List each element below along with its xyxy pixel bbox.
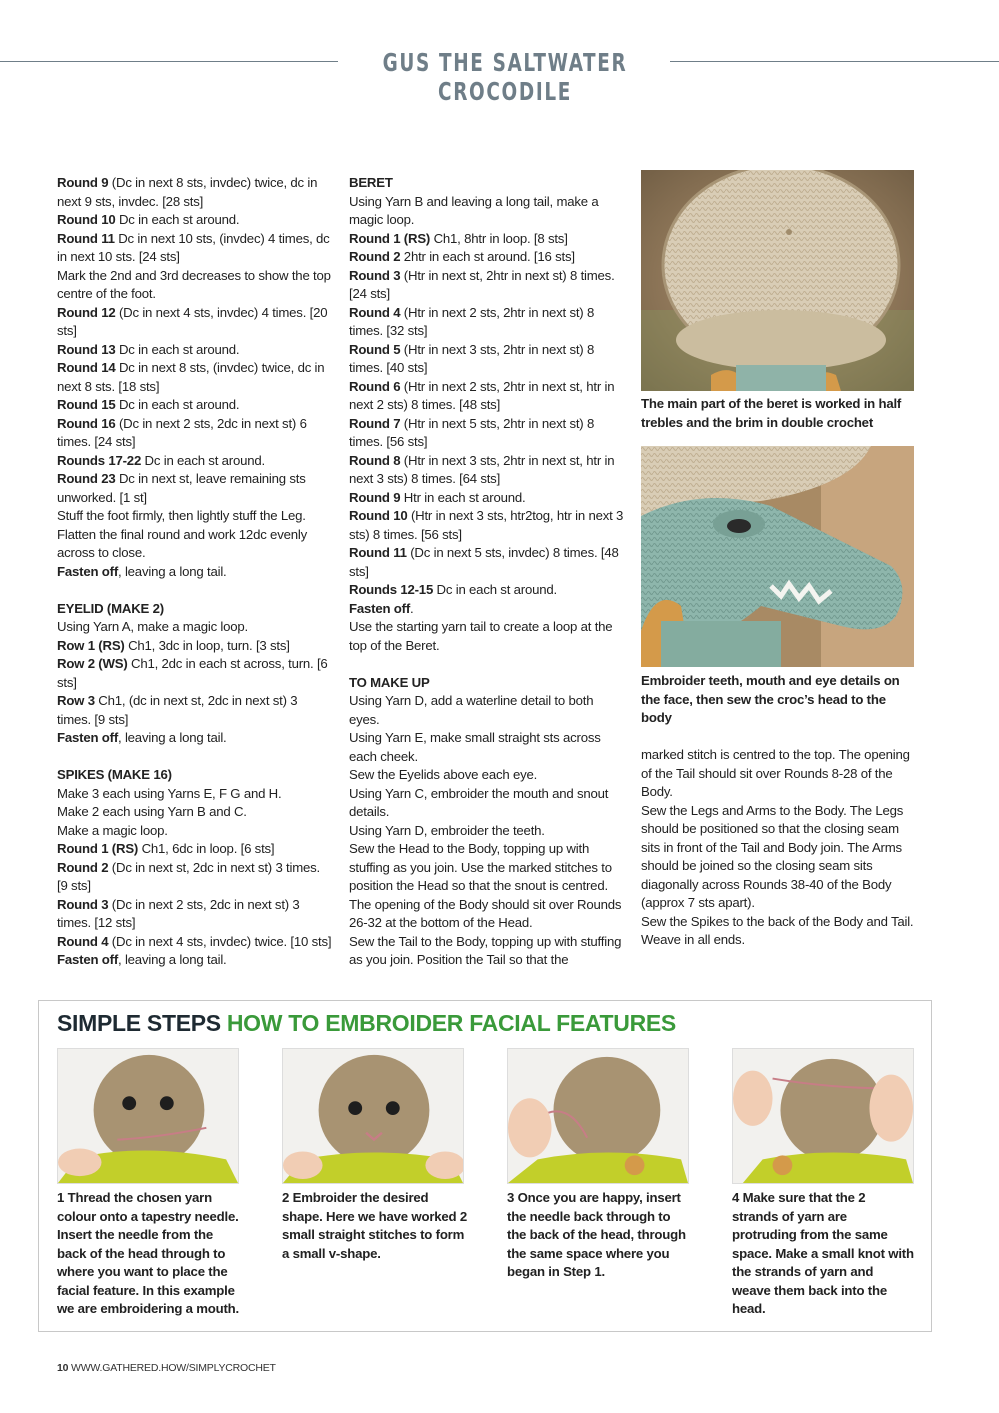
section-heading: TO MAKE UP bbox=[349, 674, 430, 690]
instruction-line bbox=[57, 396, 332, 415]
page-footer bbox=[57, 1362, 276, 1374]
instruction-line bbox=[57, 637, 332, 656]
instruction-text: (Htr in next 2 sts, 2htr in next st, htr in next 2 sts) 8 times. [48 sts] bbox=[349, 378, 615, 412]
step-3-photo bbox=[507, 1048, 689, 1184]
page-title: GUS THE SALTWATER CROCODILE bbox=[382, 48, 628, 106]
simple-steps-label: SIMPLE STEPS bbox=[57, 1010, 221, 1036]
instruction-text: Dc in each st around. bbox=[115, 212, 240, 227]
instruction-text: , leaving a long tail. bbox=[118, 563, 227, 579]
instruction-line bbox=[349, 489, 624, 508]
instruction-label: Round 14 bbox=[57, 360, 116, 375]
instruction-line bbox=[641, 913, 916, 950]
step-1-text bbox=[57, 1189, 242, 1319]
instruction-label: Round 10 bbox=[349, 508, 408, 523]
footer-url: WWW.GATHERED.HOW/SIMPLYCROCHET bbox=[68, 1362, 276, 1374]
instruction-line bbox=[57, 822, 332, 841]
instruction-text: Using Yarn B and leaving a long tail, make a magic loop. bbox=[349, 193, 599, 227]
header-rule-left bbox=[0, 61, 338, 62]
instruction-label: Round 12 bbox=[57, 304, 116, 320]
page-number: 10 bbox=[57, 1362, 69, 1374]
instruction-text: , leaving a long tail. bbox=[118, 730, 227, 745]
section-heading: EYELID (MAKE 2) bbox=[57, 600, 164, 616]
instruction-line bbox=[57, 933, 332, 952]
instruction-label: Round 2 bbox=[349, 249, 401, 264]
paragraph-gap bbox=[349, 655, 624, 674]
step-2-text bbox=[282, 1189, 467, 1263]
instruction-line bbox=[349, 452, 624, 489]
instruction-line bbox=[57, 470, 332, 507]
instruction-text: Sew the Eyelids above each eye. bbox=[349, 767, 538, 782]
instruction-text: Sew the Head to the Body, topping up with stuffing as you join. Use the marked stitches to position the Head so that the snout is centred. The opening of the Body should sit over Rounds 26-32 at the bottom of the Head. bbox=[349, 841, 622, 930]
instruction-line bbox=[349, 544, 624, 581]
instruction-line bbox=[57, 452, 332, 471]
instruction-label: Round 4 bbox=[57, 933, 109, 949]
instruction-text: Dc in next 8 sts, (invdec) twice, dc in next 8 sts. [18 sts] bbox=[57, 360, 325, 394]
instruction-text: (Htr in next 5 sts, 2htr in next st) 8 times. [56 sts] bbox=[349, 415, 595, 449]
instruction-text: Dc in next st, leave remaining sts unworked. [1 st] bbox=[57, 471, 306, 505]
instruction-text: Using Yarn C, embroider the mouth and snout details. bbox=[349, 785, 609, 819]
simple-steps-subtitle: HOW TO EMBROIDER FACIAL FEATURES bbox=[226, 1010, 676, 1036]
instruction-text: Make 2 each using Yarn B and C. bbox=[57, 804, 247, 819]
instruction-text: Using Yarn A, make a magic loop. bbox=[57, 619, 249, 634]
instruction-line bbox=[349, 766, 624, 785]
instruction-line bbox=[57, 655, 332, 692]
instruction-line bbox=[57, 359, 332, 396]
instruction-label: Round 1 (RS) bbox=[57, 841, 139, 856]
instruction-text: (Htr in next 3 sts, 2htr in next st, htr in next 3 sts) 8 times. [64 sts] bbox=[349, 452, 615, 486]
paragraph-gap bbox=[57, 748, 332, 767]
instruction-text: Make a magic loop. bbox=[57, 822, 168, 838]
instruction-text: (Dc in next 5 sts, invdec) 8 times. [48 sts] bbox=[349, 545, 619, 579]
instruction-line bbox=[57, 304, 332, 341]
instruction-line bbox=[349, 267, 624, 304]
paragraph-gap bbox=[57, 581, 332, 600]
instruction-line bbox=[349, 822, 624, 841]
step-number: 4 bbox=[732, 1190, 740, 1205]
step-description: Thread the chosen yarn colour onto a tapestry needle. Insert the needle from the back of the head through to where you want to place the facial feature. In this example we are embroidering a mouth. bbox=[57, 1190, 239, 1316]
instruction-text: Using Yarn D, embroider the teeth. bbox=[349, 822, 545, 838]
instruction-text: . bbox=[410, 600, 414, 616]
instruction-line bbox=[57, 692, 332, 729]
step-number: 1 bbox=[57, 1190, 65, 1205]
instruction-line bbox=[349, 729, 624, 766]
instruction-label: Round 9 bbox=[57, 175, 109, 190]
section-heading: BERET bbox=[349, 175, 393, 190]
step-3-text bbox=[507, 1189, 692, 1282]
instruction-label: Round 13 bbox=[57, 341, 116, 357]
instruction-label: Round 11 bbox=[57, 230, 115, 246]
step-4-photo bbox=[732, 1048, 914, 1184]
instruction-text: Ch1, 3dc in loop, turn. [3 sts] bbox=[124, 637, 290, 653]
instruction-line bbox=[349, 840, 624, 933]
instruction-line bbox=[57, 267, 332, 304]
instruction-label: Rounds 12-15 bbox=[349, 582, 434, 597]
simple-steps-title bbox=[57, 1010, 676, 1037]
instruction-label: Round 1 (RS) bbox=[349, 230, 431, 246]
instruction-text: Ch1, 6dc in loop. [6 sts] bbox=[138, 841, 275, 856]
instruction-text: (Dc in next 2 sts, 2dc in next st) 3 times. [12 sts] bbox=[57, 896, 300, 930]
instruction-text: Dc in each st around. bbox=[115, 397, 240, 412]
instruction-line bbox=[57, 785, 332, 804]
step-1-photo bbox=[57, 1048, 239, 1184]
instruction-text: Dc in each st around. bbox=[433, 582, 557, 597]
croc-face-photo bbox=[641, 446, 914, 667]
instruction-line bbox=[349, 581, 624, 600]
beret-photo bbox=[641, 170, 914, 391]
step-description: Make sure that the 2 strands of yarn are protruding from the same space. Make a small knot with the strands of yarn and weave them back into the head. bbox=[732, 1190, 914, 1316]
instruction-line bbox=[349, 193, 624, 230]
instruction-label: Round 8 bbox=[349, 452, 401, 468]
instruction-label: Round 2 bbox=[57, 859, 109, 875]
instruction-text: (Dc in next 4 sts, invdec) 4 times. [20 sts] bbox=[57, 304, 328, 338]
instruction-line bbox=[57, 729, 332, 748]
instruction-line bbox=[349, 785, 624, 822]
instruction-label: Rounds 17-22 bbox=[57, 452, 142, 468]
instruction-label: Round 7 bbox=[349, 415, 401, 431]
instruction-line bbox=[57, 174, 332, 211]
instruction-line bbox=[349, 600, 624, 619]
step-description: Once you are happy, insert the needle back through to the back of the head, through the same space where you began in Step 1. bbox=[507, 1190, 686, 1279]
instruction-text: Ch1, (dc in next st, 2dc in next st) 3 times. [9 sts] bbox=[57, 693, 298, 727]
instruction-line bbox=[57, 951, 332, 970]
instruction-text: Dc in each st around. bbox=[115, 341, 240, 357]
instruction-label: Round 3 bbox=[349, 267, 401, 283]
column-1 bbox=[57, 174, 332, 970]
instruction-text: Dc in each st around. bbox=[141, 452, 265, 468]
instruction-text: Make 3 each using Yarns E, F G and H. bbox=[57, 785, 282, 801]
instruction-label: Round 23 bbox=[57, 471, 116, 486]
instruction-line bbox=[57, 415, 332, 452]
instruction-line bbox=[57, 563, 332, 582]
instruction-label: Row 2 (WS) bbox=[57, 656, 128, 671]
instruction-text: (Htr in next 3 sts, 2htr in next st) 8 times. [40 sts] bbox=[349, 341, 595, 375]
instruction-line bbox=[349, 230, 624, 249]
instruction-label: Round 15 bbox=[57, 397, 116, 412]
step-2-photo bbox=[282, 1048, 464, 1184]
column-3 bbox=[641, 746, 916, 950]
instruction-line bbox=[349, 378, 624, 415]
instruction-label: Row 1 (RS) bbox=[57, 637, 125, 653]
instruction-label: Fasten off bbox=[57, 952, 119, 967]
instruction-line bbox=[57, 803, 332, 822]
beret-caption: The main part of the beret is worked in half trebles and the brim in double crochet bbox=[641, 396, 902, 430]
instruction-text: , leaving a long tail. bbox=[118, 952, 227, 967]
instruction-label: Round 6 bbox=[349, 378, 401, 394]
instruction-label: Round 10 bbox=[57, 212, 116, 227]
instruction-text: Using Yarn D, add a waterline detail to both eyes. bbox=[349, 693, 594, 727]
instruction-label: Fasten off bbox=[57, 563, 119, 579]
instruction-text: (Dc in next 4 sts, invdec) twice. [10 sts] bbox=[108, 933, 332, 949]
instruction-text: Ch1, 2dc in each st across, turn. [6 sts] bbox=[57, 656, 328, 690]
croc-face-caption: Embroider teeth, mouth and eye details on the face, then sew the croc’s head to the body bbox=[641, 673, 900, 725]
instruction-line bbox=[57, 341, 332, 360]
instruction-text: marked stitch is centred to the top. The opening of the Tail should sit over Rounds 8-28 of the Body. bbox=[641, 747, 910, 799]
step-number: 3 bbox=[507, 1190, 515, 1205]
step-4-text bbox=[732, 1189, 914, 1319]
header-rule-right bbox=[670, 61, 999, 62]
instruction-label: Fasten off bbox=[349, 600, 411, 616]
instruction-text: Sew the Spikes to the back of the Body and Tail. Weave in all ends. bbox=[641, 913, 914, 947]
instruction-line bbox=[349, 415, 624, 452]
instruction-text: Stuff the foot firmly, then lightly stuff the Leg. Flatten the final round and work 12dc evenly across to close. bbox=[57, 508, 307, 560]
instruction-text: Sew the Tail to the Body, topping up with stuffing as you join. Position the Tail so that the bbox=[349, 933, 622, 967]
instruction-line bbox=[57, 840, 332, 859]
instruction-label: Round 11 bbox=[349, 545, 407, 560]
instruction-line bbox=[349, 507, 624, 544]
instruction-text: 2htr in each st around. [16 sts] bbox=[400, 249, 575, 264]
column-2 bbox=[349, 174, 624, 970]
instruction-text: (Htr in next 2 sts, 2htr in next st) 8 times. [32 sts] bbox=[349, 304, 595, 338]
step-number: 2 bbox=[282, 1190, 290, 1205]
instruction-label: Round 5 bbox=[349, 341, 401, 357]
instruction-text: Use the starting yarn tail to create a loop at the top of the Beret. bbox=[349, 619, 613, 653]
instruction-line bbox=[57, 230, 332, 267]
instruction-label: Round 4 bbox=[349, 304, 401, 320]
instruction-line bbox=[349, 248, 624, 267]
instruction-line bbox=[641, 802, 916, 913]
instruction-text: (Dc in next st, 2dc in next st) 3 times. [9 sts] bbox=[57, 859, 321, 893]
instruction-line bbox=[349, 341, 624, 378]
instruction-line bbox=[349, 692, 624, 729]
instruction-text: Ch1, 8htr in loop. [8 sts] bbox=[430, 230, 568, 246]
instruction-text: Htr in each st around. bbox=[400, 489, 526, 505]
instruction-label: Row 3 bbox=[57, 693, 95, 708]
instruction-text: (Dc in next 8 sts, invdec) twice, dc in next 9 sts, invdec. [28 sts] bbox=[57, 175, 318, 209]
instruction-line bbox=[57, 896, 332, 933]
instruction-text: (Htr in next 3 sts, htr2tog, htr in next 3 sts) 8 times. [56 sts] bbox=[349, 508, 624, 542]
instruction-label: Fasten off bbox=[57, 730, 119, 745]
instruction-line bbox=[57, 618, 332, 637]
instruction-text: Dc in next 10 sts, (invdec) 4 times, dc in next 10 sts. [24 sts] bbox=[57, 230, 330, 264]
instruction-text: Mark the 2nd and 3rd decreases to show the top centre of the foot. bbox=[57, 267, 331, 301]
instruction-line bbox=[349, 618, 624, 655]
instruction-line bbox=[57, 507, 332, 563]
section-heading: SPIKES (MAKE 16) bbox=[57, 767, 172, 782]
step-description: Embroider the desired shape. Here we have worked 2 small straight stitches to form a small v-shape. bbox=[282, 1190, 467, 1261]
instruction-label: Round 3 bbox=[57, 896, 109, 912]
instruction-text: (Dc in next 2 sts, 2dc in next st) 6 times. [24 sts] bbox=[57, 415, 307, 449]
instruction-line bbox=[349, 933, 624, 970]
instruction-line bbox=[57, 211, 332, 230]
instruction-label: Round 16 bbox=[57, 415, 116, 431]
instruction-text: (Htr in next st, 2htr in next st) 8 times. [24 sts] bbox=[349, 267, 615, 301]
instruction-line bbox=[349, 304, 624, 341]
instruction-line bbox=[641, 746, 916, 802]
instruction-label: Round 9 bbox=[349, 489, 401, 505]
instruction-text: Sew the Legs and Arms to the Body. The Legs should be positioned so that the closing seam sits in front of the Tail and Body join. The Arms should be joined so the closing seam sits diagonally across Rounds 38-40 of the Body (approx 7 sts apart). bbox=[641, 802, 904, 910]
instruction-line bbox=[57, 859, 332, 896]
instruction-text: Using Yarn E, make small straight sts across each cheek. bbox=[349, 730, 601, 764]
